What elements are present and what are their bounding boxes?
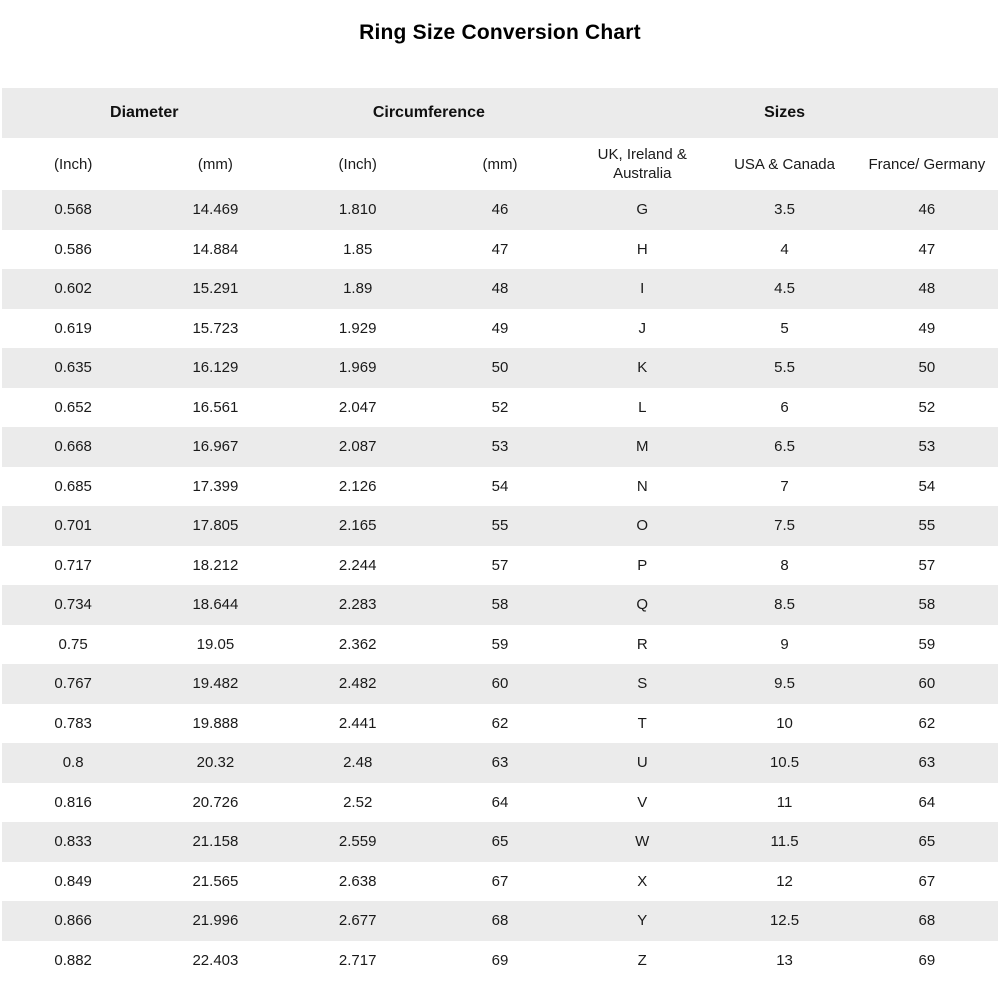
table-cell: 2.165 xyxy=(287,506,429,546)
table-cell: 22.403 xyxy=(144,941,286,981)
table-cell: 2.047 xyxy=(287,388,429,428)
table-cell: 20.726 xyxy=(144,783,286,823)
table-cell: 65 xyxy=(429,822,571,862)
table-cell: 54 xyxy=(856,467,998,507)
table-cell: 2.52 xyxy=(287,783,429,823)
table-cell: Q xyxy=(571,585,713,625)
table-cell: 0.75 xyxy=(2,625,144,665)
table-cell: 48 xyxy=(429,269,571,309)
table-cell: 0.767 xyxy=(2,664,144,704)
table-cell: 5 xyxy=(713,309,855,349)
table-cell: 55 xyxy=(856,506,998,546)
table-cell: 8.5 xyxy=(713,585,855,625)
table-cell: 65 xyxy=(856,822,998,862)
table-cell: 57 xyxy=(429,546,571,586)
table-cell: 0.833 xyxy=(2,822,144,862)
table-cell: 10 xyxy=(713,704,855,744)
table-cell: 0.685 xyxy=(2,467,144,507)
table-cell: 16.129 xyxy=(144,348,286,388)
table-cell: X xyxy=(571,862,713,902)
table-row xyxy=(2,664,998,704)
table-cell: 69 xyxy=(429,941,571,981)
table-cell: 2.48 xyxy=(287,743,429,783)
table-cell: 50 xyxy=(429,348,571,388)
table-cell: 2.362 xyxy=(287,625,429,665)
table-cell: 68 xyxy=(856,901,998,941)
table-cell: 54 xyxy=(429,467,571,507)
column-header-diameter-inch: (Inch) xyxy=(2,138,144,190)
table-cell: 4.5 xyxy=(713,269,855,309)
table-cell: 15.723 xyxy=(144,309,286,349)
table-cell: P xyxy=(571,546,713,586)
table-cell: 18.212 xyxy=(144,546,286,586)
table-cell: Y xyxy=(571,901,713,941)
table-cell: 1.929 xyxy=(287,309,429,349)
table-cell: 0.866 xyxy=(2,901,144,941)
table-cell: 14.469 xyxy=(144,190,286,230)
column-header-diameter-mm: (mm) xyxy=(144,138,286,190)
column-header-row xyxy=(2,138,998,190)
table-cell: 49 xyxy=(429,309,571,349)
table-cell: H xyxy=(571,230,713,270)
table-cell: O xyxy=(571,506,713,546)
table-cell: 2.638 xyxy=(287,862,429,902)
table-cell: 4 xyxy=(713,230,855,270)
table-row xyxy=(2,269,998,309)
table-row xyxy=(2,467,998,507)
table-cell: 63 xyxy=(856,743,998,783)
table-cell: 6.5 xyxy=(713,427,855,467)
table-row xyxy=(2,743,998,783)
table-cell: 46 xyxy=(429,190,571,230)
table-cell: 12 xyxy=(713,862,855,902)
table-cell: 53 xyxy=(856,427,998,467)
table-cell: 18.644 xyxy=(144,585,286,625)
table-cell: 15.291 xyxy=(144,269,286,309)
table-row xyxy=(2,704,998,744)
table-cell: 0.734 xyxy=(2,585,144,625)
table-row xyxy=(2,388,998,428)
table-body xyxy=(2,190,998,980)
table-cell: 64 xyxy=(856,783,998,823)
table-cell: 1.89 xyxy=(287,269,429,309)
table-cell: L xyxy=(571,388,713,428)
table-cell: 1.810 xyxy=(287,190,429,230)
table-row xyxy=(2,585,998,625)
page-title: Ring Size Conversion Chart xyxy=(359,21,641,44)
table-cell: 7.5 xyxy=(713,506,855,546)
table-cell: 9.5 xyxy=(713,664,855,704)
table-cell: 59 xyxy=(429,625,571,665)
table-cell: 19.888 xyxy=(144,704,286,744)
table-cell: 0.816 xyxy=(2,783,144,823)
table-cell: J xyxy=(571,309,713,349)
table-cell: 0.619 xyxy=(2,309,144,349)
group-header-diameter: Diameter xyxy=(2,88,287,138)
table-cell: N xyxy=(571,467,713,507)
table-cell: 60 xyxy=(856,664,998,704)
table-cell: 2.482 xyxy=(287,664,429,704)
table-cell: 58 xyxy=(856,585,998,625)
table-cell: 60 xyxy=(429,664,571,704)
table-row xyxy=(2,546,998,586)
table-row xyxy=(2,822,998,862)
table-cell: 20.32 xyxy=(144,743,286,783)
table-row xyxy=(2,862,998,902)
table-cell: 11.5 xyxy=(713,822,855,862)
table-cell: 2.244 xyxy=(287,546,429,586)
table-cell: 69 xyxy=(856,941,998,981)
column-header-circumference-inch: (Inch) xyxy=(287,138,429,190)
table-cell: 53 xyxy=(429,427,571,467)
column-header-france-germany: France/ Germany xyxy=(856,138,998,190)
table-cell: 21.158 xyxy=(144,822,286,862)
table-row xyxy=(2,230,998,270)
table-cell: W xyxy=(571,822,713,862)
group-header-sizes: Sizes xyxy=(571,88,998,138)
table-cell: 7 xyxy=(713,467,855,507)
table-cell: 0.568 xyxy=(2,190,144,230)
table-row xyxy=(2,348,998,388)
table-cell: 52 xyxy=(429,388,571,428)
table-cell: 57 xyxy=(856,546,998,586)
table-cell: K xyxy=(571,348,713,388)
table-cell: 47 xyxy=(856,230,998,270)
table-row xyxy=(2,427,998,467)
table-cell: 12.5 xyxy=(713,901,855,941)
table-row xyxy=(2,901,998,941)
table-cell: 0.652 xyxy=(2,388,144,428)
table-cell: 2.441 xyxy=(287,704,429,744)
table-cell: 52 xyxy=(856,388,998,428)
table-cell: 11 xyxy=(713,783,855,823)
table-cell: 0.602 xyxy=(2,269,144,309)
table-cell: 9 xyxy=(713,625,855,665)
table-cell: 16.561 xyxy=(144,388,286,428)
table-cell: 3.5 xyxy=(713,190,855,230)
table-cell: 19.05 xyxy=(144,625,286,665)
table-cell: 13 xyxy=(713,941,855,981)
table-cell: R xyxy=(571,625,713,665)
table-cell: V xyxy=(571,783,713,823)
table-cell: 0.717 xyxy=(2,546,144,586)
table-cell: 0.8 xyxy=(2,743,144,783)
table-cell: M xyxy=(571,427,713,467)
table-cell: 59 xyxy=(856,625,998,665)
table-cell: T xyxy=(571,704,713,744)
table-row xyxy=(2,625,998,665)
table-cell: 67 xyxy=(856,862,998,902)
table-cell: 6 xyxy=(713,388,855,428)
table-cell: 5.5 xyxy=(713,348,855,388)
column-header-uk-ireland-australia: UK, Ireland & Australia xyxy=(571,138,713,190)
table-cell: 2.559 xyxy=(287,822,429,862)
table-cell: S xyxy=(571,664,713,704)
column-header-circumference-mm: (mm) xyxy=(429,138,571,190)
table-cell: 2.717 xyxy=(287,941,429,981)
table-cell: 17.399 xyxy=(144,467,286,507)
table-row xyxy=(2,190,998,230)
table-cell: 2.677 xyxy=(287,901,429,941)
table-cell: 67 xyxy=(429,862,571,902)
table-cell: 0.882 xyxy=(2,941,144,981)
table-cell: 47 xyxy=(429,230,571,270)
table-cell: 10.5 xyxy=(713,743,855,783)
table-row xyxy=(2,506,998,546)
table-cell: 0.635 xyxy=(2,348,144,388)
table-cell: 21.996 xyxy=(144,901,286,941)
table-cell: 21.565 xyxy=(144,862,286,902)
table-cell: 49 xyxy=(856,309,998,349)
table-cell: G xyxy=(571,190,713,230)
table-cell: 2.087 xyxy=(287,427,429,467)
table-cell: 68 xyxy=(429,901,571,941)
table-cell: 58 xyxy=(429,585,571,625)
table-cell: 46 xyxy=(856,190,998,230)
table-cell: 1.85 xyxy=(287,230,429,270)
table-cell: 8 xyxy=(713,546,855,586)
table-cell: 2.283 xyxy=(287,585,429,625)
table-cell: 48 xyxy=(856,269,998,309)
table-cell: 1.969 xyxy=(287,348,429,388)
table-cell: 62 xyxy=(429,704,571,744)
table-cell: 55 xyxy=(429,506,571,546)
table-cell: 14.884 xyxy=(144,230,286,270)
table-row xyxy=(2,941,998,981)
table-cell: 0.849 xyxy=(2,862,144,902)
group-header-row xyxy=(2,88,998,138)
table-row xyxy=(2,783,998,823)
table-cell: 50 xyxy=(856,348,998,388)
column-header-usa-canada: USA & Canada xyxy=(713,138,855,190)
table-cell: 0.783 xyxy=(2,704,144,744)
group-header-circumference: Circumference xyxy=(287,88,572,138)
table-cell: 0.586 xyxy=(2,230,144,270)
table-cell: 63 xyxy=(429,743,571,783)
table-cell: I xyxy=(571,269,713,309)
table-cell: 2.126 xyxy=(287,467,429,507)
table-cell: 64 xyxy=(429,783,571,823)
ring-size-conversion-table xyxy=(2,88,998,980)
table-cell: 62 xyxy=(856,704,998,744)
table-cell: 0.701 xyxy=(2,506,144,546)
table-cell: U xyxy=(571,743,713,783)
table-row xyxy=(2,309,998,349)
table-header xyxy=(2,88,998,190)
table-cell: 16.967 xyxy=(144,427,286,467)
table-cell: 19.482 xyxy=(144,664,286,704)
table-cell: Z xyxy=(571,941,713,981)
table-cell: 0.668 xyxy=(2,427,144,467)
table-cell: 17.805 xyxy=(144,506,286,546)
